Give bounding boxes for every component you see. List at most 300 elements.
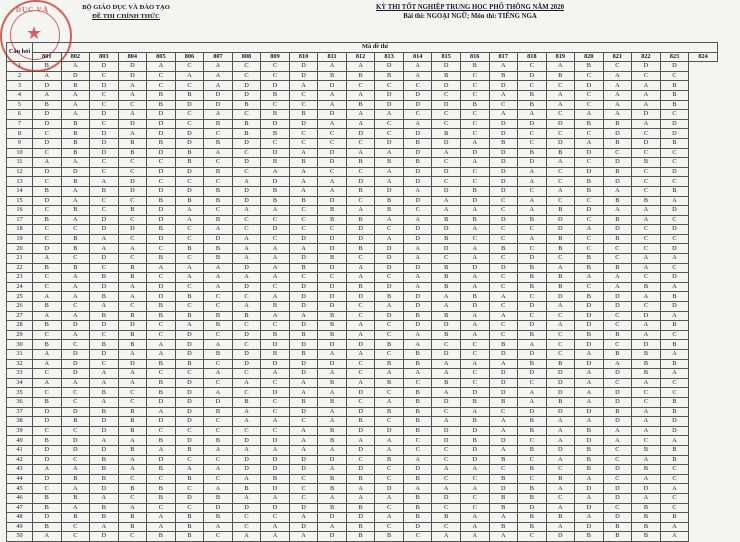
- answer-cell: D: [232, 158, 261, 168]
- table-row: [7, 71, 718, 81]
- answer-cell: C: [204, 417, 233, 427]
- question-number: 21: [7, 254, 33, 264]
- answer-cell: B: [61, 474, 90, 484]
- answer-cell: D: [346, 388, 375, 398]
- answer-cell: B: [546, 148, 575, 158]
- answer-cell: C: [546, 110, 575, 120]
- answer-cell: B: [318, 484, 347, 494]
- answer-cell: C: [175, 110, 204, 120]
- question-number: 29: [7, 330, 33, 340]
- answer-cell: B: [432, 71, 461, 81]
- answer-cell: D: [432, 493, 461, 503]
- answer-cell: A: [546, 263, 575, 273]
- answer-cell: B: [403, 397, 432, 407]
- answer-cell: B: [632, 445, 661, 455]
- answer-cell: C: [546, 311, 575, 321]
- exam-code-header: 801: [33, 52, 62, 62]
- answer-cell: B: [90, 273, 119, 283]
- answer-cell: A: [61, 330, 90, 340]
- answer-cell: A: [90, 436, 119, 446]
- answer-cell: C: [318, 225, 347, 235]
- answer-cell: B: [546, 206, 575, 216]
- answer-cell: B: [118, 311, 147, 321]
- answer-cell: C: [318, 167, 347, 177]
- answer-cell: B: [118, 148, 147, 158]
- answer-cell: B: [204, 196, 233, 206]
- answer-cell: C: [346, 302, 375, 312]
- answer-cell: A: [575, 388, 604, 398]
- answer-cell: A: [118, 90, 147, 100]
- answer-cell: A: [289, 445, 318, 455]
- answer-cell: A: [489, 445, 518, 455]
- answer-cell: A: [660, 484, 689, 494]
- answer-cell: A: [61, 465, 90, 475]
- answer-cell: B: [175, 359, 204, 369]
- answer-cell: B: [147, 532, 176, 542]
- answer-cell: A: [489, 513, 518, 523]
- answer-cell: D: [147, 167, 176, 177]
- answer-cell: B: [261, 302, 290, 312]
- answer-cell: A: [489, 417, 518, 427]
- answer-cell: C: [546, 196, 575, 206]
- answer-cell: D: [318, 513, 347, 523]
- answer-cell: D: [432, 62, 461, 72]
- table-row: [7, 100, 718, 110]
- answer-cell: B: [147, 100, 176, 110]
- answer-cell: D: [175, 417, 204, 427]
- answer-cell: D: [603, 513, 632, 523]
- answer-cell: B: [147, 254, 176, 264]
- answer-cell: D: [261, 148, 290, 158]
- answer-cell: A: [33, 90, 62, 100]
- answer-cell: B: [575, 465, 604, 475]
- answer-cell: C: [175, 503, 204, 513]
- answer-cell: A: [346, 263, 375, 273]
- answer-cell: A: [518, 397, 547, 407]
- answer-cell: D: [575, 436, 604, 446]
- question-number: 44: [7, 474, 33, 484]
- answer-cell: A: [546, 484, 575, 494]
- answer-cell: B: [61, 493, 90, 503]
- answer-cell: D: [575, 321, 604, 331]
- answer-cell: A: [261, 417, 290, 427]
- question-number: 11: [7, 158, 33, 168]
- answer-cell: C: [518, 129, 547, 139]
- answer-cell: C: [518, 532, 547, 542]
- question-number: 43: [7, 465, 33, 475]
- answer-cell: B: [403, 407, 432, 417]
- answer-cell: B: [489, 503, 518, 513]
- answer-cell: D: [432, 81, 461, 91]
- stamp-star-icon: ★: [26, 23, 43, 43]
- answer-cell: B: [175, 522, 204, 532]
- answer-cell: C: [375, 321, 404, 331]
- stamp-text: DỤC VÀ: [16, 6, 49, 14]
- answer-cell: B: [603, 138, 632, 148]
- answer-cell: C: [289, 206, 318, 216]
- answer-cell: A: [289, 388, 318, 398]
- answer-cell: D: [489, 129, 518, 139]
- answer-cell: C: [147, 369, 176, 379]
- answer-cell: C: [432, 119, 461, 129]
- answer-cell: C: [261, 100, 290, 110]
- answer-cell: A: [232, 177, 261, 187]
- answer-cell: A: [346, 119, 375, 129]
- exam-code-header: 805: [147, 52, 176, 62]
- answer-cell: A: [660, 282, 689, 292]
- answer-cell: A: [375, 234, 404, 244]
- exam-code-header: 816: [460, 52, 489, 62]
- answer-cell: C: [318, 138, 347, 148]
- answer-cell: B: [489, 71, 518, 81]
- answer-cell: D: [575, 206, 604, 216]
- answer-cell: C: [660, 234, 689, 244]
- table-row: [7, 167, 718, 177]
- answer-cell: A: [61, 282, 90, 292]
- answer-cell: B: [432, 378, 461, 388]
- answer-cell: D: [575, 484, 604, 494]
- answer-cell: C: [575, 234, 604, 244]
- answer-cell: D: [289, 234, 318, 244]
- answer-cell: D: [118, 62, 147, 72]
- answer-cell: C: [432, 110, 461, 120]
- answer-cell: D: [61, 445, 90, 455]
- answer-cell: B: [603, 522, 632, 532]
- answer-cell: B: [289, 196, 318, 206]
- answer-cell: A: [489, 532, 518, 542]
- answer-cell: B: [33, 493, 62, 503]
- answer-cell: C: [346, 455, 375, 465]
- answer-cell: B: [632, 158, 661, 168]
- question-number: 28: [7, 321, 33, 331]
- answer-cell: C: [660, 378, 689, 388]
- answer-cell: B: [489, 522, 518, 532]
- answer-cell: A: [346, 273, 375, 283]
- answer-cell: B: [318, 254, 347, 264]
- answer-cell: D: [489, 436, 518, 446]
- answer-cell: C: [460, 493, 489, 503]
- answer-cell: B: [518, 90, 547, 100]
- answer-cell: A: [261, 369, 290, 379]
- answer-cell: A: [403, 282, 432, 292]
- answer-cell: A: [33, 71, 62, 81]
- answer-cell: D: [33, 244, 62, 254]
- answer-cell: B: [660, 81, 689, 91]
- answer-cell: C: [33, 330, 62, 340]
- answer-cell: C: [147, 426, 176, 436]
- answer-cell: B: [175, 532, 204, 542]
- answer-cell: A: [318, 493, 347, 503]
- answer-cell: D: [403, 234, 432, 244]
- answer-cell: D: [432, 321, 461, 331]
- answer-cell: D: [660, 417, 689, 427]
- answer-cell: A: [346, 110, 375, 120]
- answer-cell: D: [289, 282, 318, 292]
- answer-cell: B: [204, 254, 233, 264]
- answer-cell: A: [204, 465, 233, 475]
- answer-cell: C: [61, 455, 90, 465]
- answer-cell: A: [90, 369, 119, 379]
- answer-cell: B: [660, 100, 689, 110]
- answer-cell: B: [575, 426, 604, 436]
- answer-cell: C: [460, 350, 489, 360]
- answer-cell: C: [118, 254, 147, 264]
- exam-code-header: 815: [432, 52, 461, 62]
- answer-cell: C: [403, 378, 432, 388]
- exam-code-header: 821: [603, 52, 632, 62]
- answer-cell: B: [61, 81, 90, 91]
- answer-cell: C: [460, 110, 489, 120]
- answer-cell: B: [403, 388, 432, 398]
- answer-cell: C: [403, 81, 432, 91]
- answer-cell: A: [518, 206, 547, 216]
- answer-cell: C: [33, 273, 62, 283]
- answer-cell: A: [289, 177, 318, 187]
- answer-cell: B: [61, 177, 90, 187]
- answer-cell: B: [603, 330, 632, 340]
- answer-cell: B: [375, 196, 404, 206]
- answer-cell: C: [289, 129, 318, 139]
- answer-cell: C: [118, 388, 147, 398]
- answer-cell: B: [432, 513, 461, 523]
- answer-cell: D: [518, 158, 547, 168]
- answer-cell: A: [432, 369, 461, 379]
- answer-cell: C: [632, 186, 661, 196]
- answer-cell: C: [518, 81, 547, 91]
- answer-cell: B: [204, 436, 233, 446]
- answer-cell: D: [460, 426, 489, 436]
- answer-cell: A: [318, 417, 347, 427]
- answer-cell: A: [147, 407, 176, 417]
- exam-code-header: 823: [660, 52, 689, 62]
- answer-cell: B: [118, 417, 147, 427]
- answer-cell: A: [147, 445, 176, 455]
- answer-cell: D: [147, 119, 176, 129]
- answer-cell: C: [660, 388, 689, 398]
- answer-cell: A: [460, 330, 489, 340]
- answer-cell: D: [632, 62, 661, 72]
- answer-cell: B: [318, 436, 347, 446]
- answer-cell: C: [261, 282, 290, 292]
- answer-cell: D: [603, 225, 632, 235]
- question-number: 4: [7, 90, 33, 100]
- table-row: [7, 513, 718, 523]
- answer-cell: B: [289, 330, 318, 340]
- answer-cell: B: [460, 186, 489, 196]
- answer-cell: A: [432, 206, 461, 216]
- answer-cell: D: [175, 138, 204, 148]
- answer-cell: B: [204, 407, 233, 417]
- answer-cell: D: [90, 110, 119, 120]
- answer-cell: A: [660, 522, 689, 532]
- answer-cell: D: [603, 177, 632, 187]
- answer-cell: B: [318, 474, 347, 484]
- answer-cell: D: [90, 484, 119, 494]
- table-row: [7, 350, 718, 360]
- answer-cell: B: [346, 522, 375, 532]
- answer-cell: C: [118, 100, 147, 110]
- answer-cell: B: [489, 138, 518, 148]
- answer-cell: C: [546, 254, 575, 264]
- answer-cell: C: [403, 206, 432, 216]
- answer-cell: D: [289, 292, 318, 302]
- answer-cell: A: [603, 426, 632, 436]
- answer-cell: A: [118, 350, 147, 360]
- answer-cell: A: [403, 484, 432, 494]
- answer-cell: C: [175, 426, 204, 436]
- answer-cell: A: [575, 369, 604, 379]
- answer-cell: B: [603, 532, 632, 542]
- answer-cell: D: [546, 532, 575, 542]
- answer-cell: B: [460, 62, 489, 72]
- answer-cell: A: [603, 110, 632, 120]
- answer-cell: C: [33, 484, 62, 494]
- answer-cell: A: [33, 158, 62, 168]
- answer-cell: C: [175, 369, 204, 379]
- answer-cell: D: [403, 167, 432, 177]
- answer-cell: B: [90, 388, 119, 398]
- answer-cell: D: [660, 426, 689, 436]
- answer-cell: D: [489, 378, 518, 388]
- answer-cell: C: [318, 129, 347, 139]
- answer-cell: A: [460, 206, 489, 216]
- answer-cell: D: [175, 388, 204, 398]
- answer-cell: B: [632, 513, 661, 523]
- question-number: 22: [7, 263, 33, 273]
- exam-code-header: 804: [118, 52, 147, 62]
- answer-cell: C: [660, 474, 689, 484]
- answer-cell: C: [147, 81, 176, 91]
- answer-cell: A: [289, 426, 318, 436]
- answer-cell: B: [432, 234, 461, 244]
- answer-cell: C: [232, 522, 261, 532]
- exam-code-header: 803: [90, 52, 119, 62]
- answer-cell: A: [118, 378, 147, 388]
- exam-code-group-header: Mã đề thi: [33, 43, 718, 53]
- answer-cell: A: [632, 426, 661, 436]
- answer-cell: A: [147, 263, 176, 273]
- answer-cell: A: [632, 417, 661, 427]
- answer-cell: B: [147, 388, 176, 398]
- answer-cell: A: [175, 465, 204, 475]
- answer-cell: A: [261, 522, 290, 532]
- answer-cell: D: [518, 407, 547, 417]
- answer-cell: A: [261, 244, 290, 254]
- answer-cell: A: [261, 532, 290, 542]
- answer-cell: B: [147, 359, 176, 369]
- answer-cell: D: [318, 302, 347, 312]
- answer-cell: D: [318, 244, 347, 254]
- answer-cell: C: [489, 254, 518, 264]
- answer-cell: C: [489, 100, 518, 110]
- answer-cell: B: [546, 282, 575, 292]
- answer-cell: A: [460, 273, 489, 283]
- answer-cell: B: [346, 417, 375, 427]
- answer-cell: B: [261, 158, 290, 168]
- answer-cell: D: [546, 407, 575, 417]
- answer-cell: C: [289, 417, 318, 427]
- answer-cell: A: [460, 465, 489, 475]
- answer-cell: D: [346, 234, 375, 244]
- answer-cell: D: [489, 81, 518, 91]
- answer-cell: A: [575, 273, 604, 283]
- answer-cell: D: [33, 167, 62, 177]
- answer-cell: B: [375, 292, 404, 302]
- answer-cell: C: [90, 100, 119, 110]
- question-number: 24: [7, 282, 33, 292]
- answer-cell: B: [318, 321, 347, 331]
- answer-cell: A: [632, 263, 661, 273]
- answer-cell: B: [346, 100, 375, 110]
- answer-cell: B: [318, 206, 347, 216]
- answer-cell: B: [403, 350, 432, 360]
- answer-cell: D: [632, 311, 661, 321]
- answer-cell: C: [660, 71, 689, 81]
- question-number: 50: [7, 532, 33, 542]
- answer-cell: D: [33, 445, 62, 455]
- answer-cell: B: [660, 138, 689, 148]
- answer-cell: B: [175, 90, 204, 100]
- answer-cell: A: [118, 292, 147, 302]
- answer-cell: B: [632, 359, 661, 369]
- answer-cell: A: [147, 340, 176, 350]
- answer-cell: C: [460, 369, 489, 379]
- question-number: 14: [7, 186, 33, 196]
- answer-cell: D: [603, 397, 632, 407]
- answer-cell: B: [518, 263, 547, 273]
- question-number: 36: [7, 397, 33, 407]
- answer-cell: D: [61, 369, 90, 379]
- answer-cell: B: [346, 503, 375, 513]
- question-number: 3: [7, 81, 33, 91]
- answer-cell: A: [61, 215, 90, 225]
- answer-cell: B: [575, 292, 604, 302]
- answer-cell: A: [204, 62, 233, 72]
- answer-cell: D: [204, 234, 233, 244]
- answer-cell: B: [318, 503, 347, 513]
- answer-cell: D: [261, 359, 290, 369]
- answer-cell: A: [61, 484, 90, 494]
- answer-cell: C: [546, 340, 575, 350]
- answer-cell: B: [90, 292, 119, 302]
- answer-cell: A: [546, 503, 575, 513]
- question-number: 13: [7, 177, 33, 187]
- answer-cell: B: [660, 321, 689, 331]
- table-row: [7, 522, 718, 532]
- answer-cell: D: [204, 397, 233, 407]
- answer-cell: D: [232, 196, 261, 206]
- answer-cell: B: [346, 215, 375, 225]
- answer-cell: D: [147, 234, 176, 244]
- answer-cell: C: [632, 148, 661, 158]
- answer-cell: B: [518, 215, 547, 225]
- answer-cell: C: [603, 254, 632, 264]
- answer-cell: D: [261, 177, 290, 187]
- answer-cell: B: [147, 90, 176, 100]
- answer-cell: B: [518, 513, 547, 523]
- answer-cell: D: [603, 388, 632, 398]
- answer-cell: C: [346, 311, 375, 321]
- answer-cell: A: [432, 484, 461, 494]
- answer-cell: A: [204, 388, 233, 398]
- answer-cell: A: [118, 244, 147, 254]
- answer-cell: B: [575, 532, 604, 542]
- answer-cell: C: [204, 474, 233, 484]
- answer-cell: C: [90, 158, 119, 168]
- answer-cell: A: [232, 445, 261, 455]
- answer-cell: C: [61, 522, 90, 532]
- answer-cell: A: [261, 263, 290, 273]
